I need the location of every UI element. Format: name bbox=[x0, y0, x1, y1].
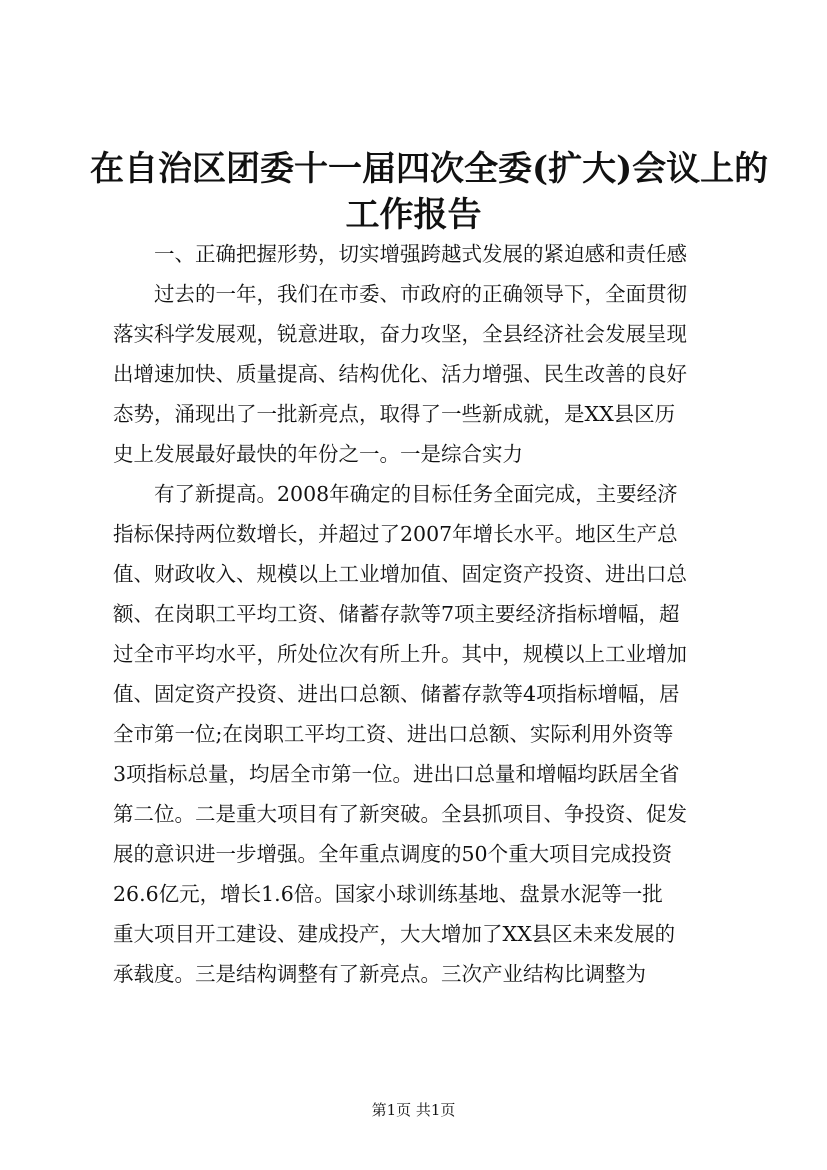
title-line: 在自治区团委十一届四次全委(扩大)会议上的 bbox=[90, 149, 769, 189]
document-body bbox=[113, 234, 723, 994]
body-line: 态势，涌现出了一批新亮点，取得了一些新成就，是XX县区历 bbox=[113, 402, 676, 426]
body-line: 承载度。三是结构调整有了新亮点。三次产业结构比调整为 bbox=[113, 962, 646, 986]
title-line: 工作报告 bbox=[345, 195, 482, 235]
page-footer: 第1页 共1页 bbox=[371, 1101, 456, 1119]
body-line: 一、正确把握形势，切实增强跨越式发展的紧迫感和责任感 bbox=[154, 242, 687, 266]
body-line: 重大项目开工建设、建成投产，大大增加了XX县区未来发展的 bbox=[113, 922, 676, 946]
body-line: 有了新提高。2008年确定的目标任务全面完成，主要经济 bbox=[154, 482, 678, 506]
body-line: 3项指标总量，均居全市第一位。进出口总量和增幅均跃居全省 bbox=[113, 762, 680, 786]
body-line: 26.6亿元，增长1.6倍。国家小球训练基地、盘景水泥等一批 bbox=[113, 882, 663, 906]
body-line: 全市第一位;在岗职工平均工资、进出口总额、实际利用外资等 bbox=[113, 722, 674, 746]
body-line: 过去的一年，我们在市委、市政府的正确领导下，全面贯彻 bbox=[154, 282, 687, 306]
body-line: 过全市平均水平，所处位次有所上升。其中，规模以上工业增加 bbox=[113, 642, 687, 666]
body-line: 值、固定资产投资、进出口总额、储蓄存款等4项指标增幅，居 bbox=[113, 682, 680, 706]
document-title bbox=[90, 146, 769, 238]
body-line: 展的意识进一步增强。全年重点调度的50个重大项目完成投资 bbox=[113, 842, 673, 866]
body-line: 指标保持两位数增长，并超过了2007年增长水平。地区生产总 bbox=[113, 522, 678, 546]
body-line: 落实科学发展观，锐意进取，奋力攻坚，全县经济社会发展呈现 bbox=[113, 322, 687, 346]
body-line: 值、财政收入、规模以上工业增加值、固定资产投资、进出口总 bbox=[113, 562, 687, 586]
body-line: 额、在岗职工平均工资、储蓄存款等7项主要经济指标增幅，超 bbox=[113, 602, 680, 626]
body-line: 出增速加快、质量提高、结构优化、活力增强、民生改善的良好 bbox=[113, 362, 687, 386]
body-line: 第二位。二是重大项目有了新突破。全县抓项目、争投资、促发 bbox=[113, 802, 687, 826]
body-line: 史上发展最好最快的年份之一。一是综合实力 bbox=[113, 442, 523, 466]
